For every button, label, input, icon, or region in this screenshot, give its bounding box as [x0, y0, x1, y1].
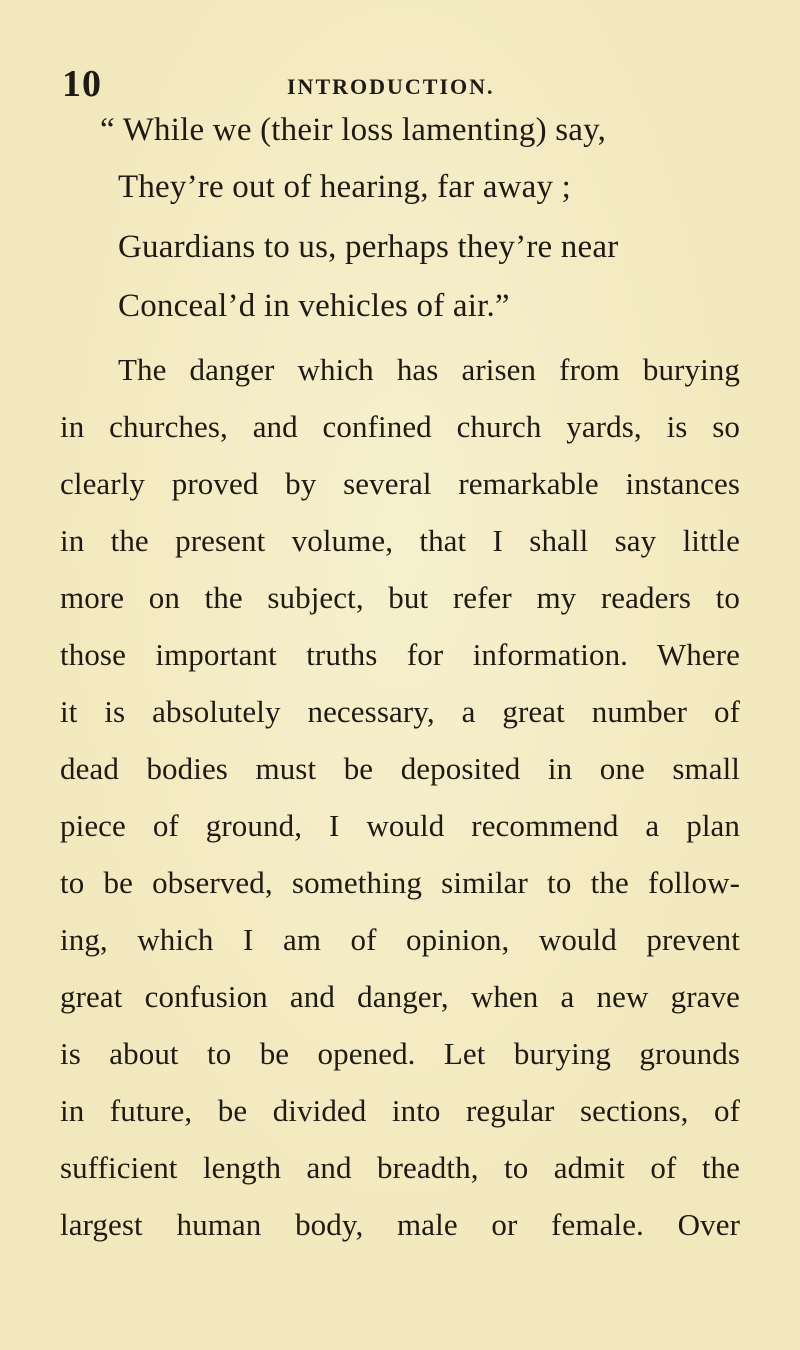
text-line: largest human body, male or female. Over [60, 1207, 740, 1242]
verse-line: They’re out of hearing, far away ; [118, 169, 572, 205]
text-line: in the present volume, that I shall say little [60, 523, 740, 558]
text-line: great confusion and danger, when a new grave [60, 979, 740, 1014]
verse-line: “ While we (their loss lamenting) say, [100, 112, 607, 148]
text-line: The danger which has arisen from burying [118, 352, 740, 387]
text-line: to be observed, something similar to the follow- [60, 865, 740, 900]
text-line: sufficient length and breadth, to admit of the [60, 1150, 740, 1185]
text-line: clearly proved by several remarkable instances [60, 466, 740, 501]
page-number: 10 [62, 63, 102, 105]
text-line: is about to be opened. Let burying grounds [60, 1036, 740, 1071]
text-line: more on the subject, but refer my readers to [60, 580, 740, 615]
text-line: in future, be divided into regular sections, of [60, 1093, 740, 1128]
text-line: it is absolutely necessary, a great number of [60, 694, 740, 729]
text-line: ing, which I am of opinion, would prevent [60, 922, 740, 957]
verse-line: Conceal’d in vehicles of air.” [118, 288, 510, 324]
text-line: piece of ground, I would recommend a plan [60, 808, 740, 843]
text-line: those important truths for information. Where [60, 637, 740, 672]
running-head: INTRODUCTION. [287, 74, 495, 99]
text-line: dead bodies must be deposited in one small [60, 751, 740, 786]
text-line: in churches, and confined church yards, is so [60, 409, 740, 444]
verse-line: Guardians to us, perhaps they’re near [118, 229, 619, 265]
page-header [0, 62, 800, 112]
